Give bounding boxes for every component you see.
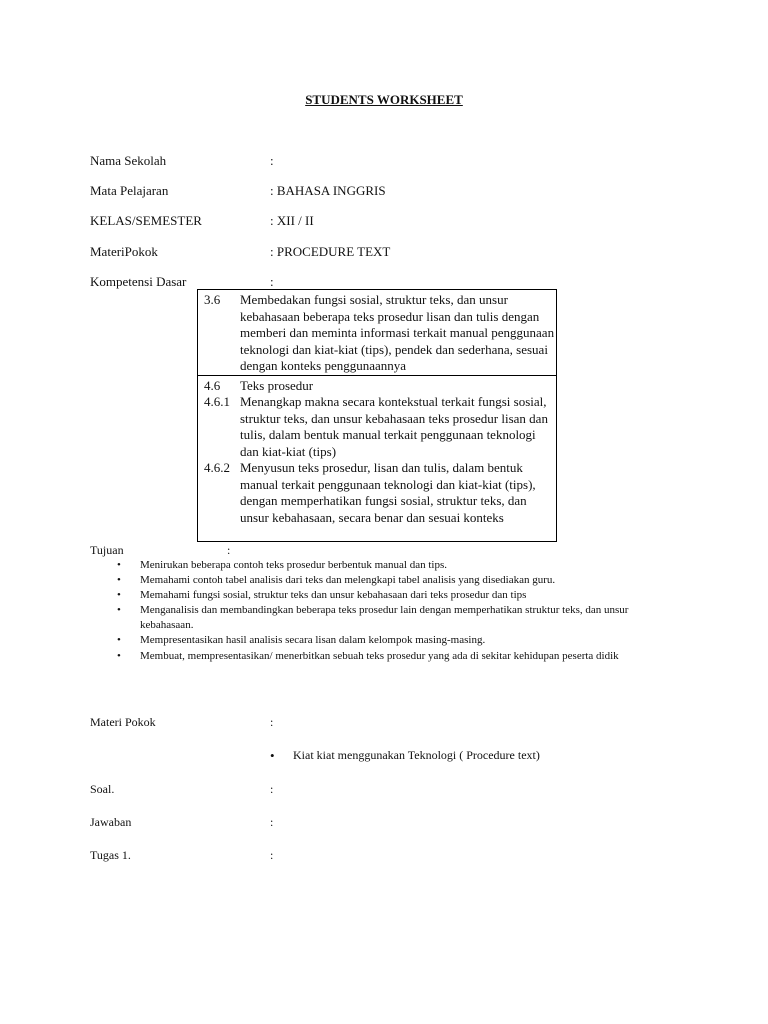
list-item [117, 588, 677, 603]
label-tugas-1: Tugas 1. [90, 848, 131, 862]
kompetensi-dasar-table [197, 289, 557, 542]
kd-description: Menyusun teks prosedur, lisan dan tulis, dalam bentuk manual terkait penggunaan teknologi dan kiat-kiat (tips), dengan memperhatikan fungsi sosial, struktur teks, dan unsur kebahasaan, secara benar dan sesuai konteks [240, 460, 536, 525]
kd-description: Membedakan fungsi sosial, struktur teks, dan unsur kebahasaan beberapa teks prosedur lisan dan tulis dengan memberi dan meminta informasi terkait manual penggunaan teknologi dan kiat-kiat (tips), pendek dan sederhana, sesuai dengan konteks penggunaannya [240, 292, 555, 373]
tujuan-list [117, 558, 677, 665]
list-item [117, 648, 677, 665]
kd-number: 4.6 [204, 378, 221, 393]
list-item [117, 633, 677, 648]
list-item-text: Memahami contoh tabel analisis dari teks dan melengkapi tabel analisis yang disediakan guru. [140, 574, 556, 586]
list-item-text: Memahami fungsi sosial, struktur teks dan unsur kebahasaan dari teks prosedur dan tips [140, 589, 527, 601]
label-mata-pelajaran: Mata Pelajaran [90, 183, 169, 198]
bullet-icon: • [117, 634, 121, 646]
bullet-icon: • [270, 748, 275, 763]
list-item-text: Menganalisis dan membandingkan beberapa teks prosedur lain dengan memperhatikan struktur teks, dan unsur kebahasaan. [140, 604, 629, 631]
bullet-icon: • [117, 650, 121, 662]
list-item [117, 603, 677, 633]
label-materi-pokok: Materi Pokok [90, 715, 156, 729]
list-item [117, 573, 677, 588]
label-nama-sekolah: Nama Sekolah [90, 153, 167, 168]
label-kompetensi-dasar: Kompetensi Dasar [90, 274, 187, 289]
jawaban-colon: : [270, 815, 274, 829]
kd-number: 3.6 [204, 292, 221, 307]
kd-number: 4.6.1 [204, 394, 230, 409]
tujuan-colon: : [227, 543, 231, 557]
label-materi-pokok-header: MateriPokok [90, 244, 158, 259]
value-materi-pokok-header: : PROCEDURE TEXT [270, 244, 391, 259]
bullet-icon: • [117, 589, 121, 601]
worksheet-title: STUDENTS WORKSHEET [305, 92, 463, 107]
kd-description: Teks prosedur [240, 378, 314, 393]
list-item-text: Mempresentasikan hasil analisis secara lisan dalam kelompok masing-masing. [140, 634, 486, 646]
kd-divider [198, 375, 556, 376]
value-kelas-semester: : XII / II [270, 213, 314, 228]
bullet-icon: • [117, 604, 121, 616]
list-item-text: Menirukan beberapa contoh teks prosedur berbentuk manual dan tips. [140, 559, 447, 571]
soal-colon: : [270, 782, 274, 796]
label-jawaban: Jawaban [90, 815, 132, 829]
materi-pokok-item: Kiat kiat menggunakan Teknologi ( Procedure text) [293, 748, 540, 762]
label-soal: Soal. [90, 782, 115, 796]
label-kelas-semester: KELAS/SEMESTER [90, 213, 202, 228]
value-nama-sekolah: : [270, 153, 274, 168]
kd-description: Menangkap makna secara kontekstual terkait fungsi sosial, struktur teks, dan unsur kebahasaan teks prosedur lisan dan tulis, dalam bentuk manual terkait penggunaan teknologi dan kiat-kiat (tips) [240, 394, 548, 459]
value-kompetensi-dasar: : [270, 274, 274, 289]
bullet-icon: • [117, 559, 121, 571]
value-mata-pelajaran: : BAHASA INGGRIS [270, 183, 386, 198]
bullet-icon: • [117, 574, 121, 586]
list-item-text: Membuat, mempresentasikan/ menerbitkan sebuah teks prosedur yang ada di sekitar kehidupan peserta didik [140, 650, 619, 662]
list-item [117, 558, 677, 573]
materi-pokok-colon: : [270, 715, 274, 729]
label-tujuan: Tujuan [90, 543, 124, 557]
tugas-1-colon: : [270, 848, 274, 862]
kd-number: 4.6.2 [204, 460, 230, 475]
